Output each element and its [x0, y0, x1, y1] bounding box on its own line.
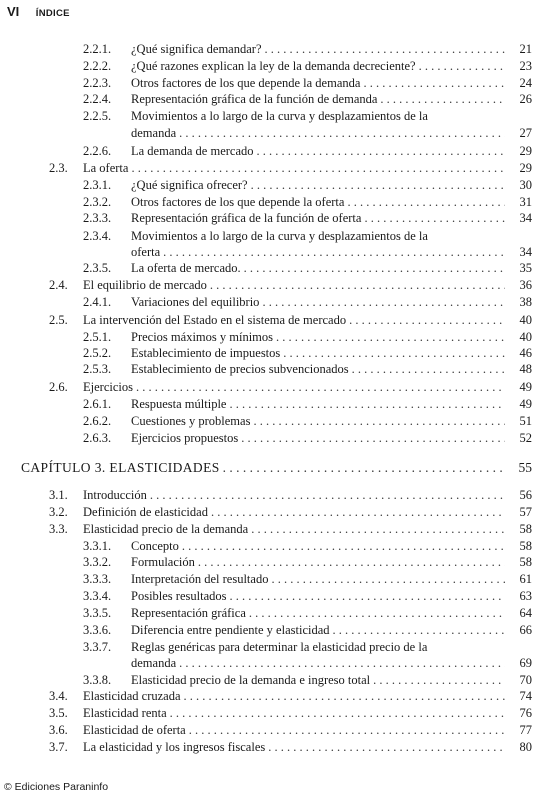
toc-entry-number: 2.3.4. [83, 229, 112, 243]
toc-entry-page: 74 [519, 689, 532, 703]
toc-entry-page: 27 [519, 126, 532, 140]
dot-leader [179, 655, 505, 671]
toc-entry [0, 91, 537, 107]
toc-entry-label: Interpretación del resultado [131, 572, 269, 586]
toc-entry-number: 2.5.1. [83, 330, 112, 344]
dot-leader [271, 571, 505, 587]
toc-entry-title [131, 260, 505, 276]
toc-entry-number: 2.5.2. [83, 346, 112, 360]
toc-entry-title [131, 244, 505, 260]
toc-entry-page: 58 [519, 522, 532, 536]
dot-leader [170, 705, 505, 721]
toc-entry-page: 21 [519, 42, 532, 56]
toc-entry-number: 3.3. [49, 522, 68, 536]
toc-entry-label: Elasticidad precio de la demanda e ingreso total [131, 673, 371, 687]
dot-leader [189, 722, 505, 738]
toc-entry-page: 35 [519, 261, 532, 275]
toc-entry [0, 722, 537, 738]
toc-entry-title [83, 739, 505, 755]
toc-entry [0, 125, 537, 141]
toc-entry-page: 38 [519, 295, 532, 309]
toc-entry-number: 3.4. [49, 689, 68, 703]
toc-entry-title [83, 722, 505, 738]
toc-entry [0, 588, 537, 604]
dot-leader [268, 739, 505, 755]
toc-entry-label: oferta [131, 245, 161, 259]
toc-entry-title [83, 688, 505, 704]
dot-leader [276, 329, 505, 345]
toc-entry-label: La demanda de mercado [131, 144, 254, 158]
toc-entry [0, 312, 537, 328]
dot-leader [163, 244, 505, 260]
toc-entry-label: La oferta [83, 161, 129, 175]
toc-entry-number: 3.3.4. [83, 589, 112, 603]
toc-entry [0, 379, 537, 395]
toc-entry [0, 75, 537, 91]
toc-entry [0, 244, 537, 260]
publisher-footer: © Ediciones Paraninfo [4, 781, 109, 793]
toc-entry-number: 3.3.2. [83, 555, 112, 569]
toc-entry-title [21, 460, 505, 476]
toc-entry-title [83, 521, 505, 537]
toc-entry-label: Movimientos a lo largo de la curva y desplazamientos de la [131, 109, 428, 123]
dot-leader [229, 396, 505, 412]
toc-entry-number: 2.2.3. [83, 76, 112, 90]
toc-entry-page: 69 [519, 656, 532, 670]
toc-entry [0, 688, 537, 704]
toc-entry-title [131, 672, 505, 688]
toc-entry-title [83, 312, 505, 328]
toc-entry [0, 329, 537, 345]
toc-entry-title [131, 655, 505, 671]
toc-entry [0, 504, 537, 520]
toc-entry-label: ¿Qué razones explican la ley de la demanda decreciente? [131, 59, 416, 73]
toc-entry-number: 2.3. [49, 161, 68, 175]
toc-entry [0, 160, 537, 176]
dot-leader [131, 160, 505, 176]
toc-entry-title [131, 413, 505, 429]
toc-entry [0, 705, 537, 721]
dot-leader [251, 521, 505, 537]
toc-entry-label: Representación gráfica de la función de demanda [131, 92, 378, 106]
toc-entry-page: 34 [519, 245, 532, 259]
dot-leader [380, 91, 505, 107]
toc-entry-page: 40 [519, 330, 532, 344]
toc-entry-number: 2.4.1. [83, 295, 112, 309]
toc-entry [0, 571, 537, 587]
toc-entry-page: 64 [519, 606, 532, 620]
toc-entry [0, 58, 537, 74]
dot-leader [419, 58, 505, 74]
toc-entry-label: Ejercicios [83, 380, 133, 394]
dot-leader [229, 588, 505, 604]
toc-entry-title [131, 588, 505, 604]
dot-leader [182, 538, 505, 554]
toc-entry-label: Movimientos a lo largo de la curva y desplazamientos de la [131, 229, 428, 243]
dot-leader [257, 143, 505, 159]
dot-leader [179, 125, 505, 141]
dot-leader [349, 312, 505, 328]
toc-entry-number: 2.6. [49, 380, 68, 394]
toc-entry-title [131, 91, 505, 107]
toc-entry-label: La intervención del Estado en el sistema de mercado [83, 313, 347, 327]
toc-entry-title [83, 487, 505, 503]
toc-entry-title [131, 538, 505, 554]
toc-entry-number: 3.3.8. [83, 673, 112, 687]
toc-entry-page: 56 [519, 488, 532, 502]
dot-leader [262, 294, 505, 310]
toc-entry [0, 739, 537, 755]
toc-entry-label: Elasticidad precio de la demanda [83, 522, 249, 536]
toc-entry-title [131, 125, 505, 141]
toc-entry [0, 622, 537, 638]
toc-entry [0, 108, 537, 124]
toc-entry [0, 210, 537, 226]
toc-entry [0, 521, 537, 537]
toc-entry-page: 31 [519, 195, 532, 209]
toc-entry [0, 554, 537, 570]
toc-entry-label: Otros factores de los que depende la oferta [131, 195, 345, 209]
toc-entry-title [131, 41, 505, 57]
toc-entry-number: 2.3.1. [83, 178, 112, 192]
toc-entry-label: ¿Qué significa ofrecer? [131, 178, 248, 192]
toc-entry-number: 3.3.3. [83, 572, 112, 586]
toc-entry-title [131, 108, 505, 124]
dot-leader [241, 430, 505, 446]
toc-entry [0, 396, 537, 412]
dot-leader [363, 75, 505, 91]
toc-entry-title [83, 504, 505, 520]
toc-entry-page: 61 [519, 572, 532, 586]
dot-leader [150, 487, 505, 503]
toc-entry-number: 2.3.2. [83, 195, 112, 209]
toc-entry [0, 538, 537, 554]
dot-leader [211, 504, 505, 520]
toc-entry [0, 672, 537, 688]
toc-entry-label: demanda [131, 656, 177, 670]
toc-entry-label: Representación gráfica [131, 606, 246, 620]
page-number: VI [7, 4, 20, 19]
toc-entry-title [83, 160, 505, 176]
toc-entry [0, 143, 537, 159]
dot-leader [249, 605, 505, 621]
toc-entry-page: 29 [519, 144, 532, 158]
toc-entry-title [131, 177, 505, 193]
toc-entry-title [131, 396, 505, 412]
toc-entry-page: 46 [519, 346, 532, 360]
toc-entry-number: 2.6.3. [83, 431, 112, 445]
toc-entry-number: 3.1. [49, 488, 68, 502]
toc-entry [0, 177, 537, 193]
toc-entry-label: Establecimiento de impuestos [131, 346, 281, 360]
toc-entry-number: 3.7. [49, 740, 68, 754]
toc-entry-page: 34 [519, 211, 532, 225]
toc-entry-page: 49 [519, 397, 532, 411]
toc-entry-page: 77 [519, 723, 532, 737]
toc-entry-label: La oferta de mercado. [131, 261, 241, 275]
toc-entry-title [131, 571, 505, 587]
dot-leader [223, 460, 505, 476]
toc-entry-page: 36 [519, 278, 532, 292]
toc-entry-page: 29 [519, 161, 532, 175]
toc-entry-title [83, 277, 505, 293]
dot-leader [352, 361, 505, 377]
dot-leader [136, 379, 505, 395]
toc-entry-number: 3.3.1. [83, 539, 112, 553]
running-header [7, 3, 70, 21]
toc-entry-number: 2.6.1. [83, 397, 112, 411]
toc-entry-label: Diferencia entre pendiente y elasticidad [131, 623, 330, 637]
toc-entry-page: 76 [519, 706, 532, 720]
toc-entry-page: 58 [519, 539, 532, 553]
toc-entry-label: Ejercicios propuestos [131, 431, 239, 445]
toc-entry-number: 2.5. [49, 313, 68, 327]
toc-entry [0, 228, 537, 244]
toc-entry-label: Elasticidad cruzada [83, 689, 181, 703]
toc-entry-page: 51 [519, 414, 532, 428]
toc-entry-number: 2.3.3. [83, 211, 112, 225]
dot-leader [251, 177, 505, 193]
toc-entry-number: 3.3.6. [83, 623, 112, 637]
toc-entry [0, 277, 537, 293]
toc-entry-label: Introducción [83, 488, 147, 502]
toc-entry [0, 361, 537, 377]
toc-entry [0, 260, 537, 276]
toc-entry [0, 194, 537, 210]
running-title: ÍNDICE [35, 8, 70, 19]
dot-leader [244, 260, 505, 276]
toc-entry-label: Elasticidad renta [83, 706, 167, 720]
toc-entry-label: demanda [131, 126, 177, 140]
toc-entry-page: 26 [519, 92, 532, 106]
toc-entry-page: 48 [519, 362, 532, 376]
toc-entry-number: 2.4. [49, 278, 68, 292]
toc-entry-label: La elasticidad y los ingresos fiscales [83, 740, 266, 754]
toc-entry-title [131, 329, 505, 345]
toc-chapter-entry [0, 460, 537, 476]
toc-entry-label: ¿Qué significa demandar? [131, 42, 262, 56]
toc-entry-number: 3.5. [49, 706, 68, 720]
toc-entry-number: 2.2.1. [83, 42, 112, 56]
toc-entry-label: El equilibrio de mercado [83, 278, 207, 292]
toc-entry-label: Precios máximos y mínimos [131, 330, 274, 344]
toc-entry [0, 41, 537, 57]
toc-entry-label: Variaciones del equilibrio [131, 295, 260, 309]
toc-entry-title [131, 345, 505, 361]
toc-entry [0, 487, 537, 503]
toc-entry-label: Formulación [131, 555, 195, 569]
toc-entry-page: 30 [519, 178, 532, 192]
toc-entry-title [131, 58, 505, 74]
dot-leader [198, 554, 505, 570]
dot-leader [373, 672, 505, 688]
toc-entry-page: 55 [518, 460, 532, 475]
toc-entry-label: Representación gráfica de la función de oferta [131, 211, 362, 225]
dot-leader [253, 413, 505, 429]
toc-entry [0, 639, 537, 655]
toc-entry-number: 3.6. [49, 723, 68, 737]
toc-entry-page: 57 [519, 505, 532, 519]
toc-entry-label: Definición de elasticidad [83, 505, 208, 519]
toc-entry-title [131, 639, 505, 655]
toc-entry-title [83, 379, 505, 395]
toc-entry-label: Respuesta múltiple [131, 397, 227, 411]
toc-entry-title [131, 554, 505, 570]
dot-leader [283, 345, 505, 361]
toc-entry-title [131, 605, 505, 621]
dot-leader [210, 277, 505, 293]
toc-entry [0, 605, 537, 621]
toc-entry-number: 2.2.4. [83, 92, 112, 106]
toc-entry-label: Cuestiones y problemas [131, 414, 251, 428]
toc-entry [0, 413, 537, 429]
toc-entry-number: 3.3.7. [83, 640, 112, 654]
dot-leader [347, 194, 505, 210]
toc-entry-number: 2.2.2. [83, 59, 112, 73]
toc-entry [0, 294, 537, 310]
toc-entry-title [83, 705, 505, 721]
dot-leader [364, 210, 505, 226]
toc-entry-label: CAPÍTULO 3. ELASTICIDADES [21, 460, 220, 475]
toc-entry [0, 655, 537, 671]
toc-entry-title [131, 361, 505, 377]
toc-entry-page: 24 [519, 76, 532, 90]
dot-leader [184, 688, 505, 704]
toc-entry-page: 70 [519, 673, 532, 687]
toc-entry-number: 2.2.5. [83, 109, 112, 123]
toc-entry-page: 66 [519, 623, 532, 637]
toc-entry-label: Otros factores de los que depende la demanda [131, 76, 361, 90]
toc-entry-title [131, 294, 505, 310]
toc-entry-label: Concepto [131, 539, 179, 553]
toc-entry-number: 2.6.2. [83, 414, 112, 428]
toc-entry-page: 23 [519, 59, 532, 73]
toc-entry-number: 2.2.6. [83, 144, 112, 158]
dot-leader [265, 41, 506, 57]
toc-entry-number: 3.2. [49, 505, 68, 519]
toc-entry-page: 63 [519, 589, 532, 603]
toc-entry-title [131, 622, 505, 638]
toc-entry-title [131, 210, 505, 226]
toc-entry-label: Establecimiento de precios subvencionados [131, 362, 349, 376]
toc-entry-label: Reglas genéricas para determinar la elasticidad precio de la [131, 640, 428, 654]
toc-entry-page: 80 [519, 740, 532, 754]
toc-entry-title [131, 228, 505, 244]
toc-entry-page: 40 [519, 313, 532, 327]
toc-entry-title [131, 430, 505, 446]
toc-entry-page: 58 [519, 555, 532, 569]
toc-entry-number: 3.3.5. [83, 606, 112, 620]
toc-entry-page: 49 [519, 380, 532, 394]
toc-entry-number: 2.5.3. [83, 362, 112, 376]
toc-entry-title [131, 75, 505, 91]
toc-entry [0, 430, 537, 446]
toc-entry-title [131, 194, 505, 210]
toc-entry-number: 2.3.5. [83, 261, 112, 275]
toc-entry-label: Elasticidad de oferta [83, 723, 186, 737]
toc-entry-title [131, 143, 505, 159]
toc-entry-label: Posibles resultados [131, 589, 227, 603]
toc-entry-page: 52 [519, 431, 532, 445]
toc-entry [0, 345, 537, 361]
dot-leader [333, 622, 505, 638]
